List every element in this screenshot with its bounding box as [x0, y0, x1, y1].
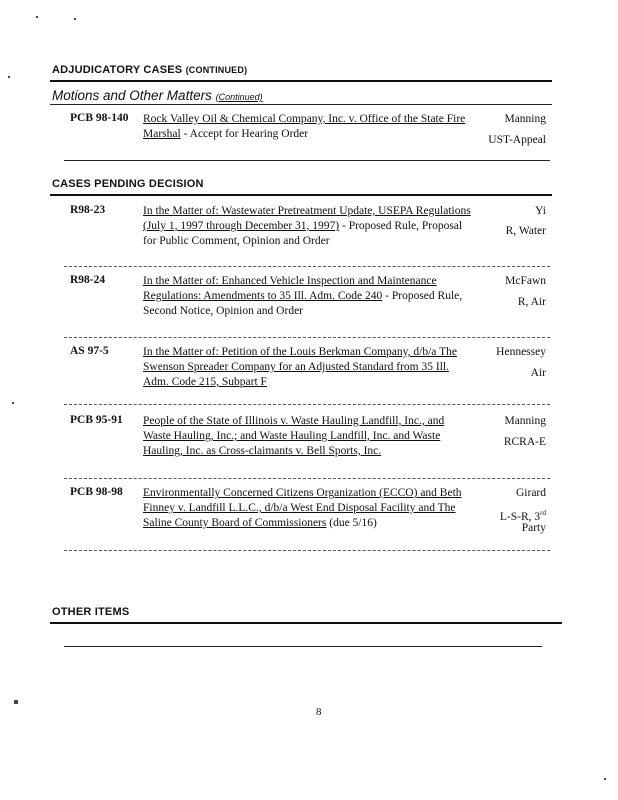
- case-person: McFawn: [505, 275, 546, 287]
- scan-speck: [74, 18, 76, 20]
- case-id: PCB 98-140: [70, 112, 129, 124]
- case-title-underlined: In the Matter of: Enhanced Vehicle Inspection and Maintenance Regulations: Amendments to 35 Ill. Adm. Code 240: [143, 275, 437, 302]
- section-heading-other: OTHER ITEMS: [52, 606, 130, 618]
- case-title-rest: (due 5/16): [326, 517, 377, 529]
- section-heading-pending: CASES PENDING DECISION: [52, 178, 204, 190]
- case-id: PCB 95-91: [70, 414, 123, 426]
- case-person: Hennessey: [496, 346, 546, 358]
- row-divider: [64, 404, 550, 405]
- case-id: R98-24: [70, 274, 106, 286]
- case-type-line2: Party: [521, 522, 546, 534]
- case-title: [143, 345, 473, 390]
- case-title: [143, 486, 473, 531]
- subsection-heading-note: (Continued): [215, 92, 263, 102]
- case-title-rest: - Accept for Hearing Order: [180, 128, 309, 140]
- page-number: 8: [316, 706, 322, 718]
- case-person: Girard: [515, 487, 546, 499]
- case-type: RCRA-E: [503, 436, 546, 448]
- heading-rule: [50, 80, 552, 82]
- case-title: [143, 414, 473, 459]
- row-divider: [64, 266, 550, 267]
- case-title-underlined: In the Matter of: Wastewater Pretreatment Update, USEPA Regulations (July 1, 1997 through December 31, 1997): [143, 205, 471, 232]
- section-heading-adjudicatory: [52, 64, 247, 76]
- case-title-rest: - Proposed Rule, Proposal for Public Comment, Opinion and Order: [143, 220, 463, 247]
- case-person: Manning: [504, 415, 546, 427]
- case-title: [143, 204, 473, 249]
- heading-rule: [50, 622, 562, 624]
- case-title: [143, 112, 473, 142]
- case-title-rest: - Proposed Rule, Second Notice, Opinion and Order: [143, 290, 463, 317]
- scan-speck: [12, 402, 14, 404]
- subsection-heading-motions: [52, 88, 263, 103]
- row-divider: [64, 337, 550, 338]
- case-id: R98-23: [70, 204, 106, 216]
- case-type-sup: rd: [540, 509, 546, 517]
- row-divider: [64, 478, 550, 479]
- case-title-underlined: Rock Valley Oil & Chemical Company, Inc. v. Office of the State Fire Marshal: [143, 113, 466, 140]
- row-divider: [64, 646, 542, 647]
- section-heading-text: ADJUDICATORY CASES: [52, 64, 183, 76]
- case-type: R, Water: [505, 225, 546, 237]
- case-id: AS 97-5: [70, 345, 109, 357]
- subsection-heading-text: Motions and Other Matters: [52, 88, 212, 103]
- heading-rule: [50, 194, 552, 196]
- case-type-main: L-S-R, 3: [499, 510, 541, 523]
- case-id: PCB 98-98: [70, 486, 123, 498]
- row-divider: [64, 160, 550, 161]
- case-person: Yi: [535, 205, 546, 217]
- row-divider: [64, 550, 550, 551]
- subsection-rule: [50, 104, 552, 105]
- scan-speck: [36, 16, 38, 18]
- case-title: [143, 274, 473, 319]
- section-heading-note: (CONTINUED): [185, 65, 248, 75]
- case-title-underlined: People of the State of Illinois v. Waste Hauling Landfill, Inc., and Waste Hauling, Inc.; and Waste Hauling Landfill, Inc. and Waste Hauling, Inc. as Cross-claimants v. Bell Sports, Inc.: [143, 415, 445, 457]
- scan-speck: [8, 76, 10, 78]
- scan-speck: [604, 778, 606, 780]
- case-person: Manning: [504, 113, 546, 125]
- case-title-underlined: In the Matter of: Petition of the Louis Berkman Company, d/b/a The Swenson Spreader Company for an Adjusted Standard from 35 Ill. Adm. Code 215, Subpart F: [143, 346, 457, 388]
- case-title-underlined: Environmentally Concerned Citizens Organization (ECCO) and Beth Finney v. Landfill L.L.C., d/b/a West End Disposal Facility and The Saline County Board of Commissioners: [143, 487, 462, 529]
- scan-speck: [14, 700, 18, 704]
- case-type: Air: [530, 367, 546, 379]
- case-type: UST-Appeal: [488, 134, 546, 146]
- case-type: R, Air: [517, 296, 546, 308]
